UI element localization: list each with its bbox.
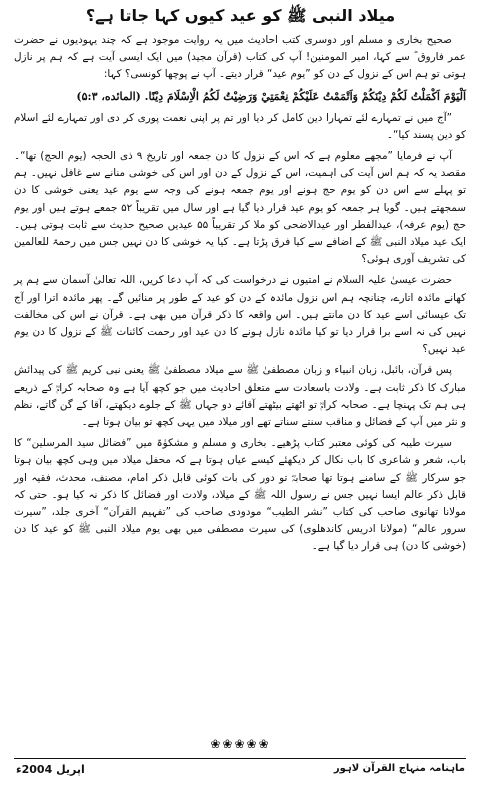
article-title: میلاد النبی ﷺ کو عید کیوں کہا جاتا ہے؟ xyxy=(85,6,396,25)
quran-verse: اَلْيَوْمَ اَكْمَلْتُ لَكُمْ دِيْنَكُمْ وَاَتْمَمْتُ عَلَيْكُمْ نِعْمَتِيْ وَرَضِيْتُ لَكُمُ الْاِسْلَامَ دِيْنًا. (المائده، ۵:۳) xyxy=(76,89,466,103)
issue-date: اپریل 2004ء xyxy=(16,763,85,776)
paragraph-verse-translation: ”آج میں نے تمہارے لئے تمہارا دین کامل کر دیا اور تم پر اپنی نعمت پوری کر دی اور تمہارے لئے اسلام کو دین پسند کیا“۔ xyxy=(14,111,466,141)
footer-divider xyxy=(14,758,466,759)
magazine-name: ماہنامہ منہاج القرآن لاہور xyxy=(333,763,465,774)
flower-ornament: ❀❀❀❀❀ xyxy=(210,737,271,751)
paragraph-quran-bible: پس قرآن، بائبل، زبان انبیاء و زبان مصطفیٰ ﷺ سے میلاد مصطفیٰ ﷺ یعنی نبی کریم ﷺ کی پیدائش مبارک کا ذکر ثابت ہے۔ ولادت باسعادت سے متعلق احادیث میں جو کچھ آیا ہے وہ صحابہ کرامؓ کے ذریعے ہی ہم تک پہنچا ہے۔ صحابہ کرامؓ تو اٹھتے بیٹھتے آقائے دو جہاں ﷺ کے جلوے دیکھتے، آقا کے گن گاتے، نظم و نثر میں آپ کے فضائل و مناقب سنتے سناتے تھے اور میلاد میں یہی کچھ تو بیان ہوتا ہے۔ xyxy=(14,364,466,429)
paragraph-maidah: حضرت عیسیٰ علیہ السلام نے امتیوں نے درخواست کی کہ آپ دعا کریں، اللہ تعالیٰ آسمان سے ہم پر کھانے مائدہ اتارے، چنانچہ ہم اس نزول مائدہ کے دن کو عید کے طور پر منائیں گے۔ پھر مائدہ اترا اور آج تک عیسائی اسے عید کا دن مانتے ہیں۔ اس واقعہ کا ذکر قرآن میں بھی ہے۔ قرآن نے اس کی مخالفت نہیں کی نہ اسے برا قرار دیا تو کیا مائدہ نازل ہونے کا دن عید اور رحمت کائنات ﷺ کے نزول کا دن یوم عید نہیں؟ xyxy=(14,274,466,356)
paragraph-eid-days: آپ نے فرمایا ”مجھے معلوم ہے کہ اس کے نزول کا دن جمعہ اور تاریخ ۹ ذی الحجہ (یوم الحج) تھا“۔ مقصد یہ کہ ہم اس آیت کی اہمیت، اس کے نزول کے دن اور اس کی خوشی منانے سے غافل نہیں۔ ہم تو پہلے سے اس دن کو یوم حج ہونے اور یوم جمعہ ہونے کی وجہ سے یوم عید یعنی خوشی کا دن سمجھتے ہیں۔ گویا ہر جمعہ کو یوم عید قرار دیا گیا ہے اور سال میں تقریباً ۵۲ جمعے ہوتے ہیں اور یوم حج (یوم عرفہ)، عیدالفطر اور عیدالاضحی کو ملا کر تقریباً ۵۵ عیدیں صحیح حدیث سے ثابت ہوتی ہیں۔ ایک عید میلاد النبی ﷺ کے اضافے سے کیا فرق پڑتا ہے۔ کیا یہ خوشی کا دن نہیں جس میں رحمۃ للعالمین کی تشریف آوری ہوئی؟ xyxy=(14,150,466,266)
article-body xyxy=(14,32,466,560)
paragraph-seerah-books: سیرت طیبہ کی کوئی معتبر کتاب پڑھیے۔ بخاری و مسلم و مشکوٰۃ میں ”فضائل سید المرسلین“ کا باب، شعر و شاعری کا باب نکال کر دیکھئے کیسے عیاں ہوتا ہے کہ محفل میلاد میں وہی کچھ بیان ہوتا جو سرکار ﷺ کے سامنے ہوتا تھا صحابہؓ تو دور کی بات کوئی قابل ذکر امام، مصنف، محدث، فقیہ اور قابل ذکر عالم ایسا نہیں جس نے رسول اللہ ﷺ کے میلاد، ولادت اور فضائل کا ذکر نہ کیا ہو۔ حتی کہ مولانا تھانوی صاحب کی کتاب ”نشر الطیب“ مودودی صاحب کی ”تفہیم القرآن“ آخری جلد، ”سیرت سرور عالم“ (مولانا ادریس کاندھلوی) کی سیرت مصطفی میں بھی یوم میلاد النبی ﷺ کو عید کا دن (خوشی کا دن) ہی قرار دیا گیا ہے۔ xyxy=(14,437,466,553)
paragraph-hadith-intro: صحیح بخاری و مسلم اور دوسری کتب احادیث میں یہ روایت موجود ہے کہ چند یہودیوں نے حضرت عمر فاروق ؓ سے کہا، امیر المومنین! آپ کی کتاب (قرآن مجید) میں ایک ایسی آیت ہے کہ ہم پر نازل ہوتی تو ہم اس کے نزول کے دن کو ”یوم عید“ قرار دیتے۔ آپ نے پوچھا کونسی؟ کہا: xyxy=(14,34,466,81)
